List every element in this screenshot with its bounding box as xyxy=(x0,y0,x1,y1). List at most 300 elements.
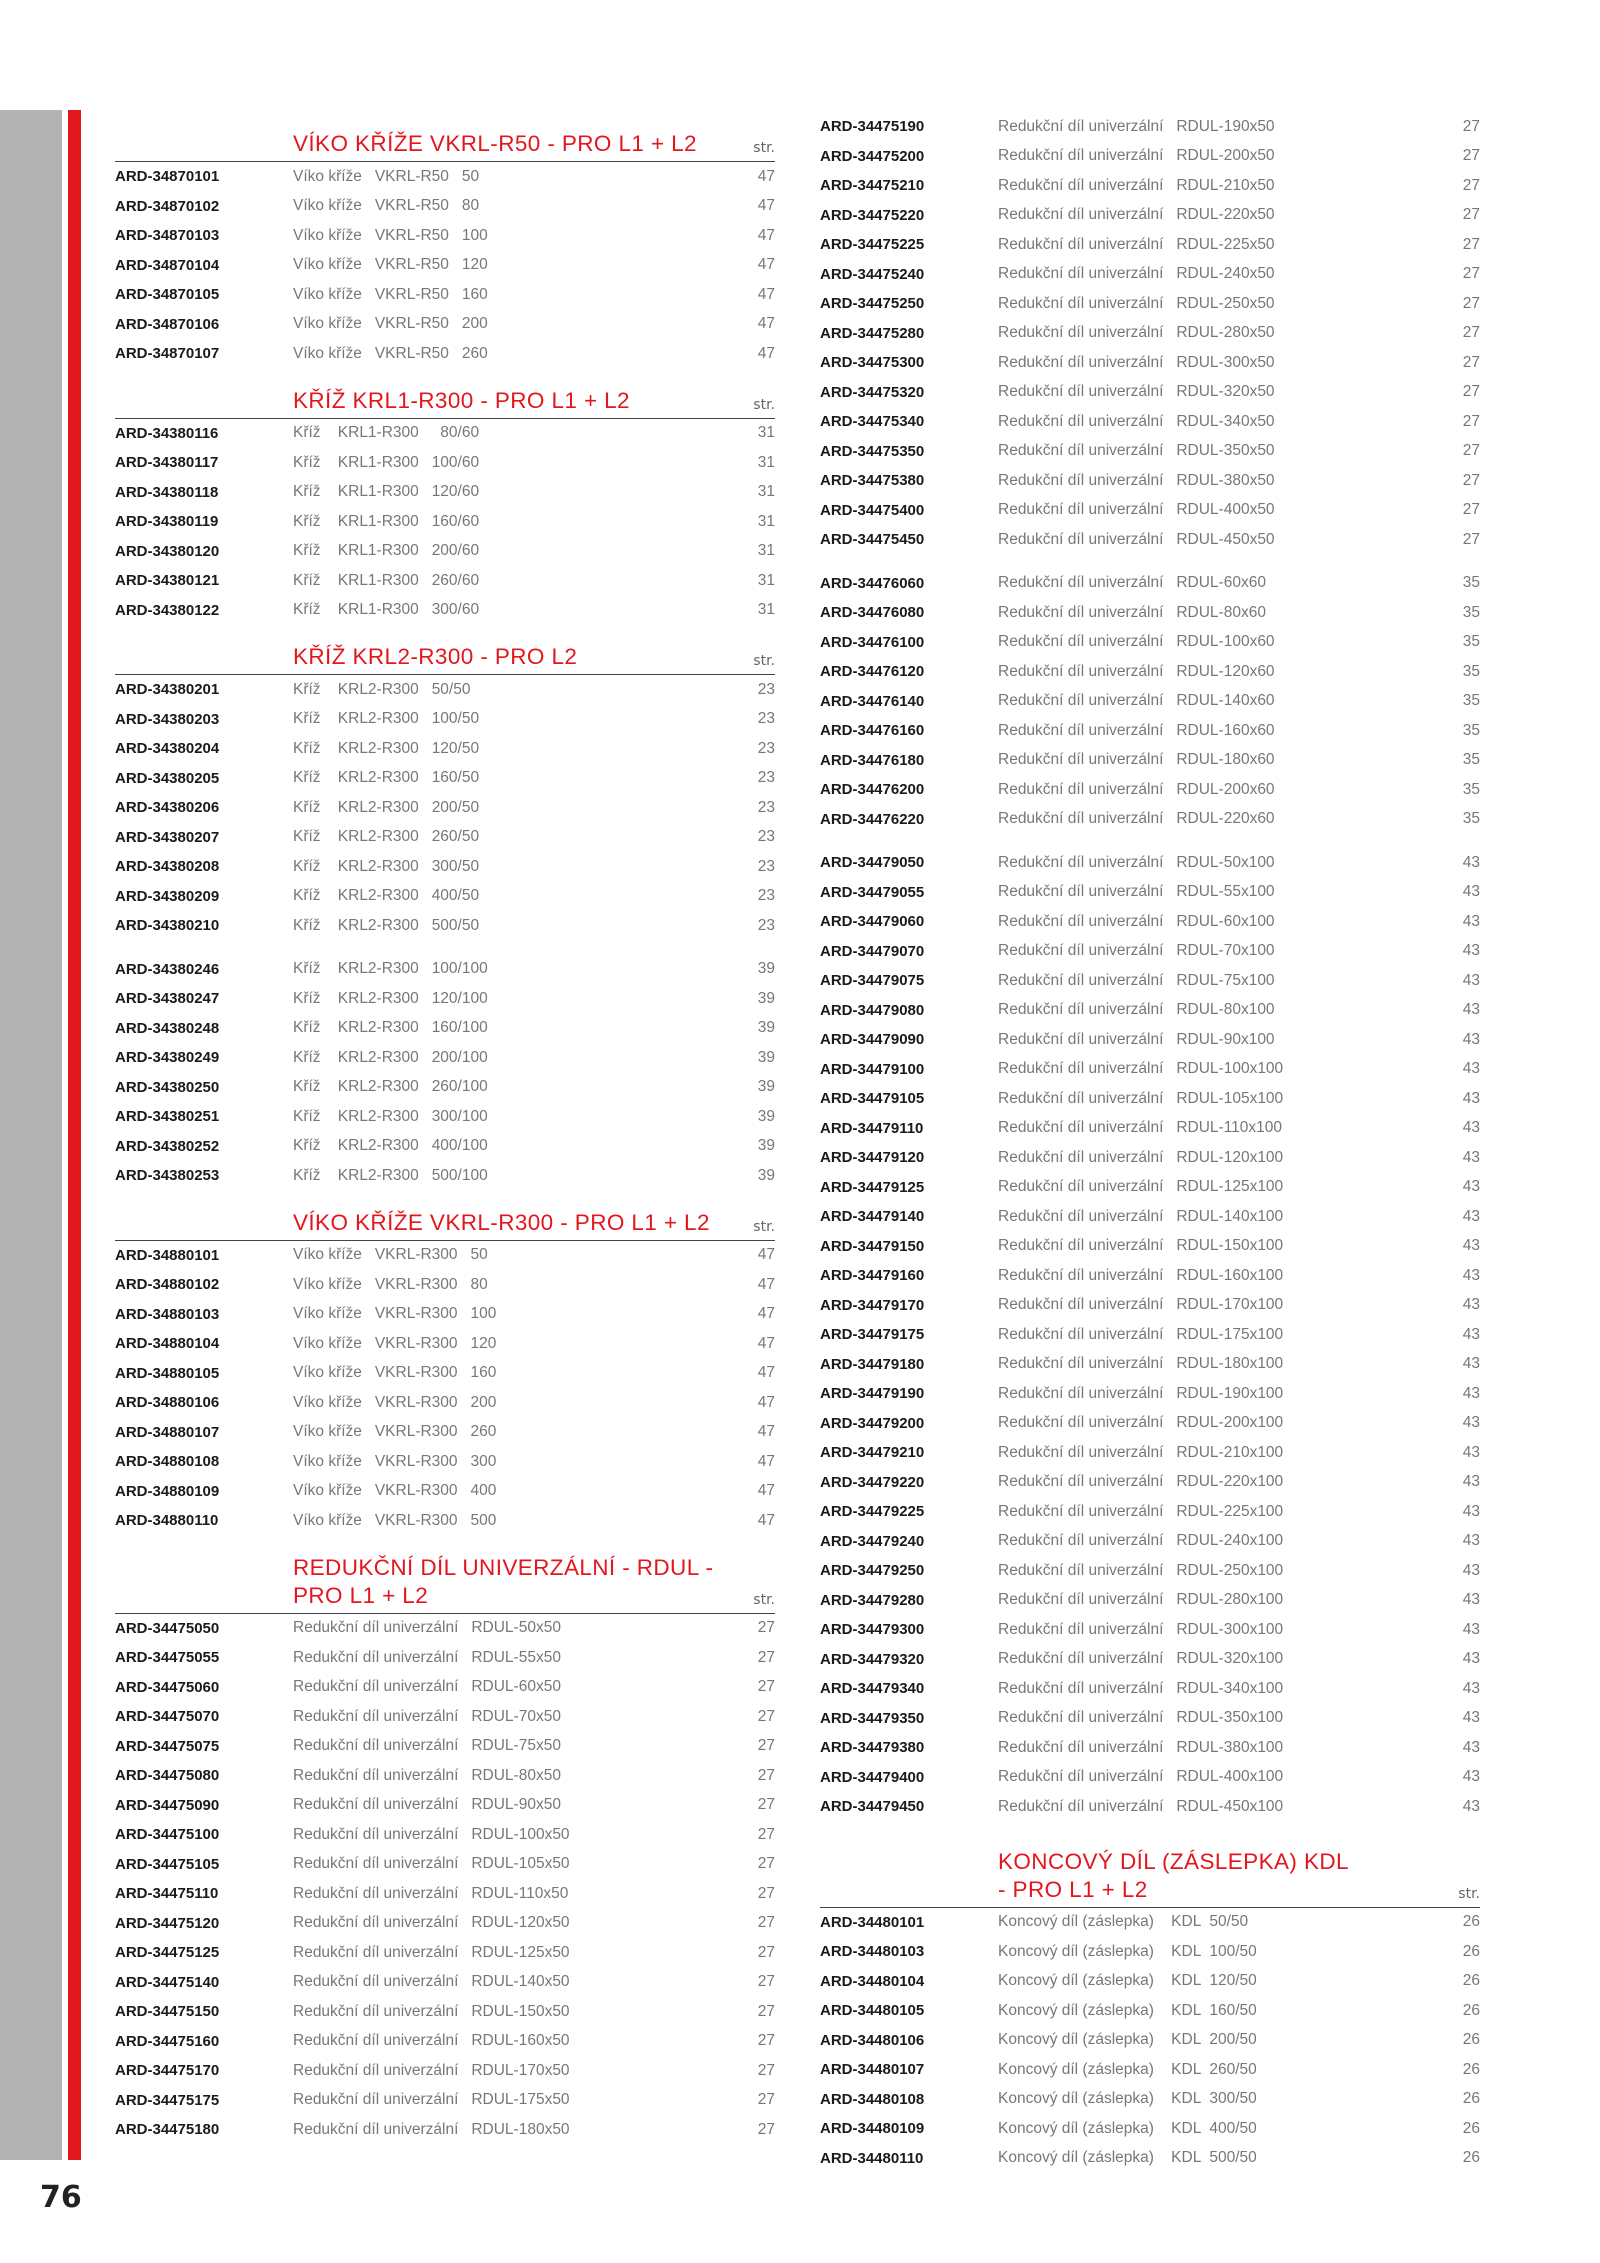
table-row xyxy=(115,566,775,596)
product-code: ARD-34479350 xyxy=(820,1709,925,1727)
page-reference: 27 xyxy=(1462,530,1480,548)
page-reference: 43 xyxy=(1462,971,1480,989)
product-code: ARD-34380120 xyxy=(115,542,220,560)
table-row xyxy=(820,848,1480,878)
product-description: Redukční díl univerzální RDUL-105x100 xyxy=(998,1089,1284,1107)
product-description: Redukční díl univerzální RDUL-50x100 xyxy=(998,853,1275,871)
product-description: Redukční díl univerzální RDUL-180x60 xyxy=(998,751,1275,769)
product-code: ARD-34479160 xyxy=(820,1267,925,1285)
table-row xyxy=(820,348,1480,378)
product-description: Kříž KRL2-R300 100/50 xyxy=(293,710,480,728)
page-reference: 31 xyxy=(757,542,775,560)
product-code: ARD-34870103 xyxy=(115,227,220,245)
table-row xyxy=(115,734,775,764)
table-row xyxy=(115,1732,775,1762)
table-row xyxy=(820,260,1480,290)
table-row xyxy=(115,1014,775,1044)
table-row xyxy=(820,289,1480,319)
table-row xyxy=(115,1073,775,1103)
product-code: ARD-34380246 xyxy=(115,960,220,978)
table-row xyxy=(115,911,775,941)
product-description: Redukční díl univerzální RDUL-280x100 xyxy=(998,1591,1284,1609)
table-row xyxy=(820,1674,1480,1704)
table-row xyxy=(820,1291,1480,1321)
product-description: Kříž KRL2-R300 300/50 xyxy=(293,857,480,875)
section-title-line: KONCOVÝ DÍL (ZÁSLEPKA) KDL xyxy=(998,1848,1349,1874)
page-reference: 47 xyxy=(757,1305,775,1323)
product-code: ARD-34880104 xyxy=(115,1335,220,1353)
product-code: ARD-34475210 xyxy=(820,177,925,195)
page-reference: 47 xyxy=(757,167,775,185)
page-reference: 27 xyxy=(757,1914,775,1932)
table-row xyxy=(115,1643,775,1673)
page-reference: 39 xyxy=(757,989,775,1007)
page-reference: 27 xyxy=(757,1648,775,1666)
section-title xyxy=(293,643,730,671)
product-description: Redukční díl univerzální RDUL-140x100 xyxy=(998,1207,1284,1225)
product-description: Víko kříže VKRL-R300 260 xyxy=(293,1423,497,1441)
page-reference: 47 xyxy=(757,285,775,303)
product-code: ARD-34475320 xyxy=(820,383,925,401)
product-code: ARD-34475180 xyxy=(115,2121,220,2139)
table-row xyxy=(820,1409,1480,1439)
section-header xyxy=(115,1209,775,1241)
page-reference: 23 xyxy=(757,887,775,905)
table-row xyxy=(115,1300,775,1330)
product-description: Redukční díl univerzální RDUL-160x50 xyxy=(293,2032,570,2050)
product-code: ARD-34380252 xyxy=(115,1137,220,1155)
product-description: Kříž KRL1-R300 80/60 xyxy=(293,424,480,442)
page-reference: 27 xyxy=(1462,206,1480,224)
product-code: ARD-34479225 xyxy=(820,1503,925,1521)
product-code: ARD-34475105 xyxy=(115,1855,220,1873)
product-description: Redukční díl univerzální RDUL-50x50 xyxy=(293,1619,561,1637)
product-description: Koncový díl (záslepka) KDL 200/50 xyxy=(998,2031,1257,2049)
table-row xyxy=(820,907,1480,937)
product-code: ARD-34475380 xyxy=(820,472,925,490)
product-description: Víko kříže VKRL-R300 160 xyxy=(293,1364,497,1382)
page-reference: 47 xyxy=(757,344,775,362)
page-reference: 39 xyxy=(757,1048,775,1066)
product-code: ARD-34475070 xyxy=(115,1708,220,1726)
table-row xyxy=(820,937,1480,967)
product-code: ARD-34870107 xyxy=(115,345,220,363)
page-reference: 27 xyxy=(1462,176,1480,194)
product-code: ARD-34479340 xyxy=(820,1680,925,1698)
product-code: ARD-34476200 xyxy=(820,781,925,799)
page-reference: 43 xyxy=(1462,1296,1480,1314)
page-reference: 35 xyxy=(1462,692,1480,710)
product-code: ARD-34475175 xyxy=(115,2091,220,2109)
product-description: Redukční díl univerzální RDUL-380x50 xyxy=(998,471,1275,489)
product-code: ARD-34476080 xyxy=(820,604,925,622)
product-code: ARD-34475225 xyxy=(820,236,925,254)
product-code: ARD-34880107 xyxy=(115,1423,220,1441)
table-row xyxy=(820,2085,1480,2115)
page-reference: 27 xyxy=(757,1943,775,1961)
product-code: ARD-34475300 xyxy=(820,354,925,372)
page-reference: 47 xyxy=(757,1334,775,1352)
table-row xyxy=(820,1996,1480,2026)
page-reference: 27 xyxy=(1462,294,1480,312)
product-code: ARD-34479280 xyxy=(820,1591,925,1609)
page-reference: 31 xyxy=(757,483,775,501)
product-code: ARD-34479380 xyxy=(820,1739,925,1757)
product-description: Kříž KRL2-R300 200/100 xyxy=(293,1048,488,1066)
table-row xyxy=(820,319,1480,349)
page-reference: 43 xyxy=(1462,1060,1480,1078)
product-description: Redukční díl univerzální RDUL-90x100 xyxy=(998,1030,1275,1048)
page-reference: 43 xyxy=(1462,1738,1480,1756)
product-description: Redukční díl univerzální RDUL-340x50 xyxy=(998,412,1275,430)
product-description: Redukční díl univerzální RDUL-170x100 xyxy=(998,1296,1284,1314)
table-row xyxy=(820,687,1480,717)
product-code: ARD-34475350 xyxy=(820,442,925,460)
page-reference: 43 xyxy=(1462,912,1480,930)
product-code: ARD-34475100 xyxy=(115,1826,220,1844)
product-description: Kříž KRL2-R300 200/50 xyxy=(293,798,480,816)
product-code: ARD-34380208 xyxy=(115,858,220,876)
product-description: Víko kříže VKRL-R300 100 xyxy=(293,1305,497,1323)
product-code: ARD-34380116 xyxy=(115,424,219,442)
table-row xyxy=(115,1909,775,1939)
product-description: Koncový díl (záslepka) KDL 400/50 xyxy=(998,2119,1257,2137)
product-code: ARD-34475190 xyxy=(820,118,925,136)
section-title xyxy=(293,387,730,415)
product-code: ARD-34479180 xyxy=(820,1355,925,1373)
table-row xyxy=(115,955,775,985)
page-reference: 43 xyxy=(1462,1119,1480,1137)
side-gray-bar xyxy=(0,110,62,2160)
page-reference: 26 xyxy=(1462,2149,1480,2167)
section-title-line: PRO L1 + L2 xyxy=(293,1582,429,1608)
page-reference: 47 xyxy=(757,226,775,244)
section-title-line: REDUKČNÍ DÍL UNIVERZÁLNÍ - RDUL - xyxy=(293,1554,714,1580)
product-code: ARD-34870104 xyxy=(115,256,220,274)
product-description: Víko kříže VKRL-R50 80 xyxy=(293,197,480,215)
page-reference: 43 xyxy=(1462,1443,1480,1461)
table-row xyxy=(820,966,1480,996)
product-description: Redukční díl univerzální RDUL-80x50 xyxy=(293,1766,561,1784)
page-reference: 43 xyxy=(1462,1001,1480,1019)
table-row xyxy=(820,716,1480,746)
table-row xyxy=(115,1820,775,1850)
product-code: ARD-34480107 xyxy=(820,2061,925,2079)
page-reference: 43 xyxy=(1462,1679,1480,1697)
product-description: Redukční díl univerzální RDUL-150x50 xyxy=(293,2002,570,2020)
product-description: Redukční díl univerzální RDUL-250x100 xyxy=(998,1561,1284,1579)
table-row xyxy=(820,1202,1480,1232)
product-code: ARD-34475140 xyxy=(115,1973,220,1991)
table-row xyxy=(820,142,1480,172)
page-reference: 43 xyxy=(1462,1207,1480,1225)
page-reference: 35 xyxy=(1462,633,1480,651)
table-row xyxy=(115,1938,775,1968)
page-reference: 47 xyxy=(757,1452,775,1470)
product-description: Redukční díl univerzální RDUL-125x50 xyxy=(293,1943,570,1961)
product-description: Víko kříže VKRL-R300 300 xyxy=(293,1452,497,1470)
product-code: ARD-34475170 xyxy=(115,2062,220,2080)
product-code: ARD-34880110 xyxy=(115,1512,219,1530)
page-reference: 27 xyxy=(757,1884,775,1902)
product-code: ARD-34479105 xyxy=(820,1090,925,1108)
page-reference: 47 xyxy=(757,256,775,274)
page-reference: 47 xyxy=(757,1511,775,1529)
product-code: ARD-34380253 xyxy=(115,1167,220,1185)
product-description: Kříž KRL1-R300 160/60 xyxy=(293,512,480,530)
product-code: ARD-34380201 xyxy=(115,681,220,699)
page-reference: 27 xyxy=(757,2061,775,2079)
table-row xyxy=(115,1359,775,1389)
product-description: Redukční díl univerzální RDUL-240x50 xyxy=(998,265,1275,283)
page-reference: 26 xyxy=(1462,2119,1480,2137)
product-code: ARD-34380121 xyxy=(115,572,220,590)
product-description: Redukční díl univerzální RDUL-380x100 xyxy=(998,1738,1284,1756)
page-reference: 27 xyxy=(757,1619,775,1637)
section-title-line: - PRO L1 + L2 xyxy=(998,1876,1148,1902)
page-reference: 23 xyxy=(757,857,775,875)
page-reference: 43 xyxy=(1462,1355,1480,1373)
page-reference: 43 xyxy=(1462,1030,1480,1048)
table-row xyxy=(115,1761,775,1791)
product-code: ARD-34475280 xyxy=(820,324,925,342)
product-description: Redukční díl univerzální RDUL-160x60 xyxy=(998,721,1275,739)
product-code: ARD-34480101 xyxy=(820,1913,925,1931)
page-reference: 27 xyxy=(1462,353,1480,371)
product-code: ARD-34480104 xyxy=(820,1972,925,1990)
page-reference: 23 xyxy=(757,739,775,757)
table-row xyxy=(820,1379,1480,1409)
page-reference: 23 xyxy=(757,916,775,934)
page-reference: 35 xyxy=(1462,662,1480,680)
product-description: Redukční díl univerzální RDUL-140x50 xyxy=(293,1973,570,1991)
product-description: Redukční díl univerzální RDUL-100x60 xyxy=(998,633,1275,651)
product-code: ARD-34880108 xyxy=(115,1453,220,1471)
product-description: Redukční díl univerzální RDUL-450x50 xyxy=(998,530,1275,548)
product-description: Redukční díl univerzální RDUL-180x100 xyxy=(998,1355,1284,1373)
product-description: Redukční díl univerzální RDUL-100x50 xyxy=(293,1825,570,1843)
page-reference: 39 xyxy=(757,960,775,978)
section-title xyxy=(293,130,730,158)
product-code: ARD-34476180 xyxy=(820,751,925,769)
product-description: Redukční díl univerzální RDUL-90x50 xyxy=(293,1796,561,1814)
product-code: ARD-34380249 xyxy=(115,1049,220,1067)
page-reference: 27 xyxy=(757,2002,775,2020)
product-description: Redukční díl univerzální RDUL-55x100 xyxy=(998,883,1275,901)
page-reference: 27 xyxy=(1462,442,1480,460)
product-code: ARD-34479125 xyxy=(820,1178,925,1196)
page-number: 76 xyxy=(40,2180,82,2215)
table-row xyxy=(820,1468,1480,1498)
product-code: ARD-34475055 xyxy=(115,1649,220,1667)
table-row xyxy=(820,1615,1480,1645)
page-reference: 27 xyxy=(757,2091,775,2109)
table-row xyxy=(820,1497,1480,1527)
section-header xyxy=(115,643,775,675)
product-code: ARD-34380122 xyxy=(115,601,220,619)
table-row xyxy=(115,310,775,340)
table-row xyxy=(115,1102,775,1132)
right-column xyxy=(820,112,1480,2173)
product-description: Redukční díl univerzální RDUL-340x100 xyxy=(998,1679,1284,1697)
product-code: ARD-34479450 xyxy=(820,1798,925,1816)
table-row xyxy=(115,1968,775,1998)
product-description: Víko kříže VKRL-R300 50 xyxy=(293,1246,488,1264)
table-row xyxy=(115,1477,775,1507)
page-reference: 26 xyxy=(1462,1972,1480,1990)
product-description: Koncový díl (záslepka) KDL 50/50 xyxy=(998,1913,1249,1931)
product-code: ARD-34476140 xyxy=(820,692,925,710)
page-reference: 47 xyxy=(757,315,775,333)
table-row xyxy=(115,1161,775,1191)
product-code: ARD-34479140 xyxy=(820,1208,925,1226)
product-code: ARD-34380205 xyxy=(115,769,220,787)
table-row xyxy=(115,162,775,192)
table-row xyxy=(115,1879,775,1909)
table-row xyxy=(820,230,1480,260)
table-row xyxy=(820,598,1480,628)
product-code: ARD-34479075 xyxy=(820,972,925,990)
product-code: ARD-34380207 xyxy=(115,828,220,846)
section-header xyxy=(115,387,775,419)
table-row xyxy=(115,1791,775,1821)
table-row xyxy=(115,339,775,369)
product-description: Redukční díl univerzální RDUL-70x50 xyxy=(293,1707,561,1725)
table-row xyxy=(115,280,775,310)
product-code: ARD-34380251 xyxy=(115,1108,220,1126)
product-description: Redukční díl univerzální RDUL-220x50 xyxy=(998,206,1275,224)
product-description: Víko kříže VKRL-R50 100 xyxy=(293,226,488,244)
side-red-bar xyxy=(68,110,81,2160)
table-row xyxy=(820,525,1480,555)
table-row xyxy=(115,507,775,537)
table-row xyxy=(820,1025,1480,1055)
table-row xyxy=(820,1084,1480,1114)
table-row xyxy=(820,1261,1480,1291)
table-row xyxy=(820,378,1480,408)
page-reference: 43 xyxy=(1462,1620,1480,1638)
product-description: Redukční díl univerzální RDUL-225x50 xyxy=(998,235,1275,253)
product-description: Redukční díl univerzální RDUL-105x50 xyxy=(293,1855,570,1873)
table-row xyxy=(820,1350,1480,1380)
product-code: ARD-34479070 xyxy=(820,942,925,960)
product-description: Redukční díl univerzální RDUL-120x50 xyxy=(293,1914,570,1932)
table-row xyxy=(820,112,1480,142)
product-code: ARD-34479150 xyxy=(820,1237,925,1255)
product-description: Redukční díl univerzální RDUL-120x100 xyxy=(998,1148,1284,1166)
product-description: Redukční díl univerzální RDUL-60x60 xyxy=(998,574,1266,592)
table-row xyxy=(115,2027,775,2057)
product-code: ARD-34479200 xyxy=(820,1414,925,1432)
table-row xyxy=(115,2115,775,2145)
product-description: Koncový díl (záslepka) KDL 300/50 xyxy=(998,2090,1257,2108)
product-description: Kříž KRL1-R300 120/60 xyxy=(293,483,480,501)
product-description: Koncový díl (záslepka) KDL 260/50 xyxy=(998,2060,1257,2078)
product-description: Redukční díl univerzální RDUL-210x100 xyxy=(998,1443,1284,1461)
page-reference: 27 xyxy=(757,1766,775,1784)
product-description: Kříž KRL2-R300 500/100 xyxy=(293,1166,488,1184)
product-description: Redukční díl univerzální RDUL-60x50 xyxy=(293,1678,561,1696)
table-row xyxy=(820,1967,1480,1997)
page-reference: 43 xyxy=(1462,1384,1480,1402)
table-row xyxy=(820,1937,1480,1967)
product-description: Kříž KRL2-R300 400/50 xyxy=(293,887,480,905)
table-row xyxy=(820,628,1480,658)
table-row xyxy=(115,537,775,567)
product-description: Redukční díl univerzální RDUL-175x100 xyxy=(998,1325,1284,1343)
table-row xyxy=(820,569,1480,599)
product-description: Redukční díl univerzální RDUL-75x50 xyxy=(293,1737,561,1755)
product-description: Redukční díl univerzální RDUL-350x50 xyxy=(998,442,1275,460)
page-reference: 43 xyxy=(1462,1266,1480,1284)
table-row xyxy=(115,1850,775,1880)
page-reference: 43 xyxy=(1462,883,1480,901)
page-reference: 43 xyxy=(1462,1532,1480,1550)
page-reference: 43 xyxy=(1462,1237,1480,1255)
product-description: Kříž KRL2-R300 260/100 xyxy=(293,1078,488,1096)
page-reference: 43 xyxy=(1462,942,1480,960)
page-reference: 27 xyxy=(1462,117,1480,135)
product-description: Koncový díl (záslepka) KDL 160/50 xyxy=(998,2001,1257,2019)
product-code: ARD-34480108 xyxy=(820,2090,925,2108)
page-reference: 31 xyxy=(757,424,775,442)
page-reference: 23 xyxy=(757,769,775,787)
table-row xyxy=(115,1270,775,1300)
product-description: Redukční díl univerzální RDUL-70x100 xyxy=(998,942,1275,960)
product-code: ARD-34475340 xyxy=(820,413,925,431)
table-row xyxy=(115,1241,775,1271)
product-code: ARD-34479300 xyxy=(820,1621,925,1639)
table-row xyxy=(115,1997,775,2027)
page-reference: 23 xyxy=(757,710,775,728)
product-code: ARD-34475220 xyxy=(820,206,925,224)
section-title xyxy=(293,1554,730,1610)
table-row xyxy=(820,1586,1480,1616)
str-label: str. xyxy=(753,1218,775,1235)
page-reference: 43 xyxy=(1462,1561,1480,1579)
product-code: ARD-34476220 xyxy=(820,810,925,828)
section-title-line: VÍKO KŘÍŽE VKRL-R50 - PRO L1 + L2 xyxy=(293,131,697,156)
page-reference: 47 xyxy=(757,1423,775,1441)
product-code: ARD-34479050 xyxy=(820,854,925,872)
page-reference: 27 xyxy=(1462,501,1480,519)
str-label: str. xyxy=(1458,1885,1480,1902)
product-code: ARD-34380117 xyxy=(115,454,219,472)
product-description: Redukční díl univerzální RDUL-280x50 xyxy=(998,324,1275,342)
product-description: Redukční díl univerzální RDUL-60x100 xyxy=(998,912,1275,930)
product-description: Víko kříže VKRL-R50 50 xyxy=(293,167,480,185)
page-reference: 27 xyxy=(757,1855,775,1873)
page-reference: 47 xyxy=(757,197,775,215)
product-code: ARD-34475200 xyxy=(820,147,925,165)
product-description: Redukční díl univerzální RDUL-220x100 xyxy=(998,1473,1284,1491)
product-code: ARD-34880101 xyxy=(115,1246,220,1264)
table-row xyxy=(820,201,1480,231)
product-description: Redukční díl univerzální RDUL-350x100 xyxy=(998,1709,1284,1727)
product-description: Víko kříže VKRL-R300 400 xyxy=(293,1482,497,1500)
left-column xyxy=(115,110,775,2145)
table-row xyxy=(115,1418,775,1448)
page-reference: 31 xyxy=(757,453,775,471)
table-row xyxy=(820,2144,1480,2174)
product-description: Kříž KRL1-R300 200/60 xyxy=(293,542,480,560)
product-code: ARD-34380206 xyxy=(115,799,220,817)
section-title xyxy=(998,1848,1435,1904)
product-code: ARD-34480103 xyxy=(820,1943,925,1961)
table-row xyxy=(115,1132,775,1162)
product-description: Redukční díl univerzální RDUL-200x60 xyxy=(998,780,1275,798)
table-row xyxy=(820,1733,1480,1763)
